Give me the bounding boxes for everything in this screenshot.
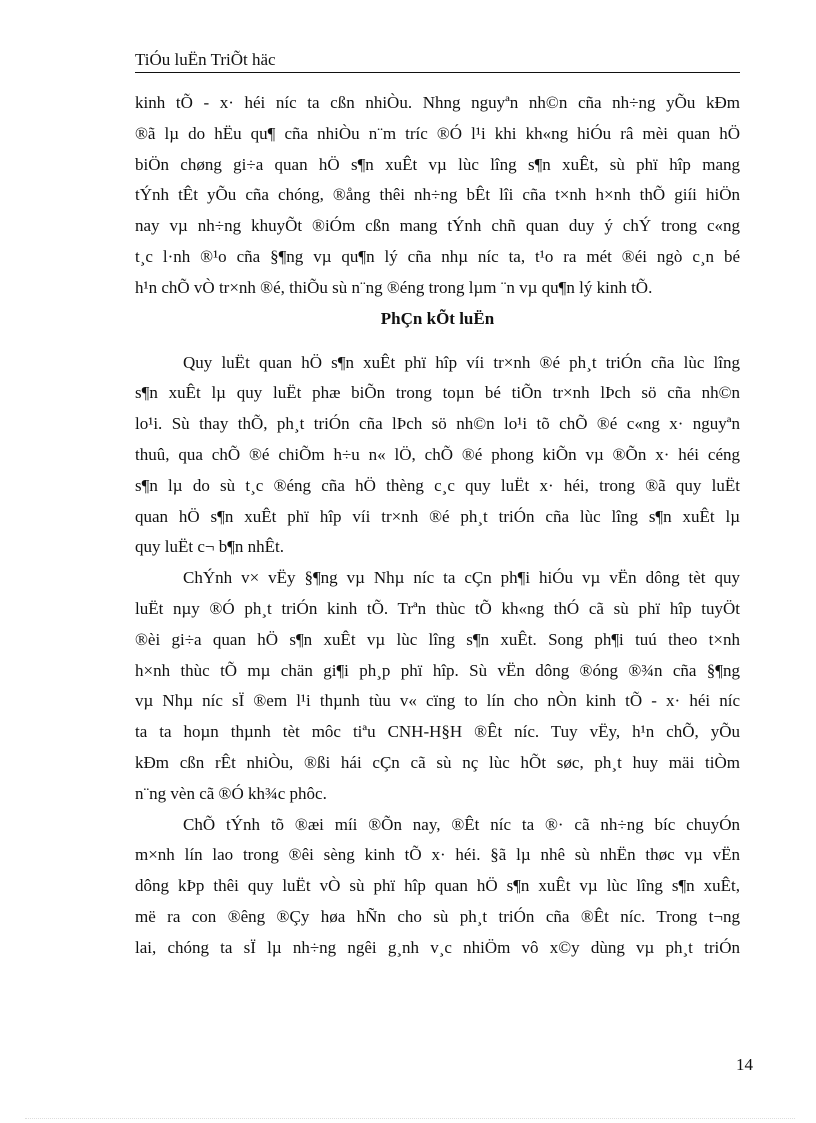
text-line: nay vµ nh÷ng khuyÕt ®iÓm cßn mang tÝnh chñ quan duy ý chÝ trong c«ng (135, 216, 740, 236)
text-line: m×nh lín lao trong ®êi sèng kinh tÕ x· héi. §ã lµ nhê sù nhËn thøc vµ vËn (135, 845, 740, 865)
text-line: ®èi gi÷a quan hÖ s¶n xuÊt vµ lùc lîng s¶n xuÊt. Song ph¶i tuú theo t×nh (135, 629, 740, 649)
page-number: 14 (736, 1055, 753, 1074)
text-line: dông kÞp thêi quy luËt vÒ sù phï hîp quan hÖ s¶n xuÊt vµ lùc lîng s¶n xuÊt, (135, 876, 740, 896)
page-bottom-rule (25, 1118, 795, 1119)
text-line: quy luËt c¬ b¶n nhÊt. (135, 537, 285, 557)
text-line: quan hÖ s¶n xuÊt phï hîp víi tr×nh ®é ph¸t triÓn cña lùc lîng s¶n xuÊt lµ (135, 506, 740, 526)
paragraph-conclusion-1 (135, 348, 740, 564)
text-line: ChÝnh v× vËy §¶ng vµ Nhµ níc ta cÇn ph¶i hiÓu vµ vËn dông tèt quy (183, 568, 740, 588)
paragraph-conclusion-3 (135, 810, 740, 964)
text-line: tÝnh tÊt yÕu cña chóng, ®ång thêi nh÷ng bÊt lîi cña t×nh h×nh thÕ giíi hiÖn (135, 185, 740, 205)
body-text (135, 88, 740, 964)
section-heading: PhÇn kÕt luËn (380, 308, 495, 328)
text-line: s¶n lµ do sù t¸c ®éng cña hÖ thèng c¸c quy luËt x· héi, trong ®ã quy luËt (135, 475, 740, 495)
text-line: t¸c l·nh ®¹o cña §¶ng vµ qu¶n lý cña nhµ níc ta, t¹o ra mét ®éi ngò c¸n bé (135, 246, 740, 266)
text-line: kÐm cßn rÊt nhiÒu, ®ßi hái cÇn cã sù nç lùc hÕt søc, ph¸t huy mäi tiÒm (135, 752, 740, 772)
text-line: lo¹i. Sù thay thÕ, ph¸t triÓn cña lÞch sö nh©n lo¹i tõ chÕ ®é c«ng x· nguyªn (135, 414, 740, 434)
text-line: vµ Nhµ níc sÏ ®em l¹i thµnh tùu v« cïng to lín cho nÒn kinh tÕ - x· héi níc (135, 691, 740, 711)
text-line: lai, chóng ta sÏ lµ nh÷ng ngêi g¸nh v¸c nhiÖm vô x©y dùng vµ ph¸t triÓn (135, 937, 740, 957)
text-line: më ra con ®êng ®Çy høa hÑn cho sù ph¸t triÓn cña ®Êt níc. Trong t¬ng (135, 906, 740, 926)
text-line: ®ã lµ do hËu qu¶ cña nhiÒu n¨m tríc ®Ó l¹i khi kh«ng hiÓu râ mèi quan hÖ (135, 123, 740, 143)
text-line: biÖn chøng gi÷a quan hÖ s¶n xuÊt vµ lùc lîng s¶n xuÊt, sù phï hîp mang (135, 154, 740, 174)
paragraph-continuation (135, 88, 740, 304)
text-line: luËt nµy ®Ó ph¸t triÓn kinh tÕ. Trªn thùc tÕ kh«ng thÓ cã sù phï hîp tuyÖt (135, 598, 740, 618)
running-header: TiÓu luËn TriÕt häc (135, 50, 740, 73)
text-line: ta ta hoµn thµnh tèt môc tiªu CNH-H§H ®Êt níc. Tuy vËy, h¹n chÕ, yÕu (135, 722, 740, 742)
text-line: s¶n xuÊt lµ quy luËt phæ biÕn trong toµn bé tiÕn tr×nh lÞch sö cña nh©n (135, 383, 740, 403)
text-line: kinh tÕ - x· héi níc ta cßn nhiÒu. Nhng nguyªn nh©n cña nh÷ng yÕu kÐm (135, 93, 740, 112)
text-line: h¹n chÕ vÒ tr×nh ®é, thiÕu sù n¨ng ®éng trong lµm ¨n vµ qu¶n lý kinh tÕ. (135, 277, 653, 297)
paragraph-conclusion-2 (135, 563, 740, 809)
text-line: n¨ng vèn cã ®Ó kh¾c phôc. (135, 783, 327, 803)
text-line: ChÕ tÝnh tõ ®æi míi ®Õn nay, ®Êt níc ta ®· cã nh÷ng bíc chuyÓn (183, 814, 740, 834)
text-line: thuû, qua chÕ ®é chiÕm h÷u n« lÖ, chÕ ®é phong kiÕn vµ ®Õn x· héi céng (135, 444, 740, 464)
text-line: Quy luËt quan hÖ s¶n xuÊt phï hîp víi tr×nh ®é ph¸t triÓn cña lùc lîng (183, 352, 740, 372)
text-line: h×nh thùc tÕ mµ chän gi¶i ph¸p phï hîp. Sù vËn dông ®óng ®¾n cña §¶ng (135, 660, 740, 680)
